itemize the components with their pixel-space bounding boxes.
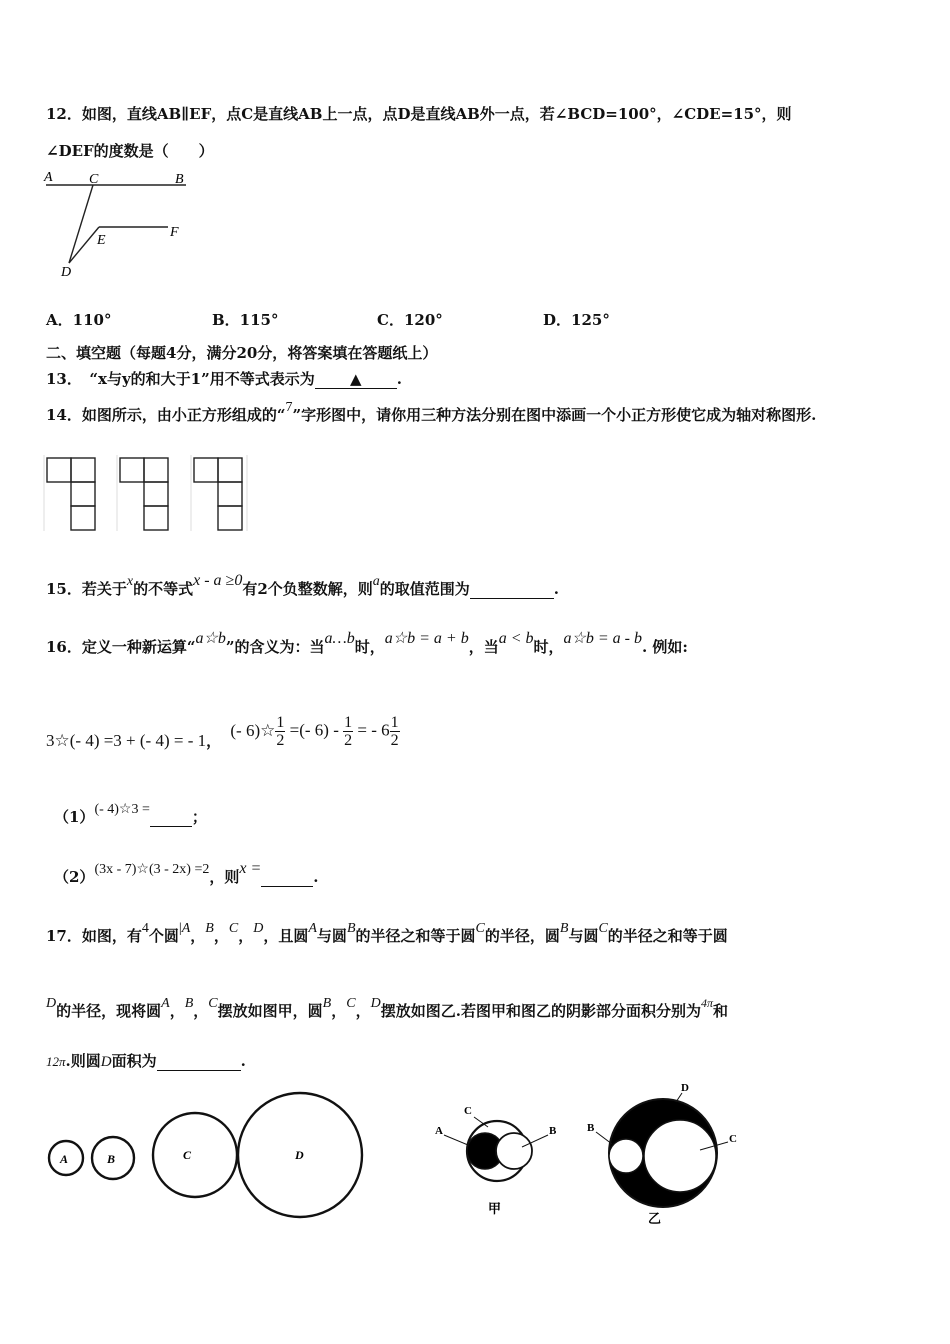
- q17-text-6: 的半径，圆: [484, 927, 560, 945]
- q15-prompt-2: 的不等式: [133, 580, 194, 598]
- q16-condition-2: a < b: [498, 630, 534, 647]
- q16-prompt-1: 16．定义一种新运算“: [46, 638, 196, 656]
- q16-condition-1: a…b: [324, 630, 355, 647]
- fraction-denominator: 2: [390, 732, 399, 749]
- q12-label-c: C: [89, 172, 99, 187]
- circle-label-b: B: [107, 1152, 116, 1166]
- q17-text-3: ，且圆: [263, 927, 309, 945]
- q17-var-a: A: [161, 996, 170, 1011]
- q17-answer-blank: [157, 1052, 241, 1071]
- circle-label-c: C: [183, 1148, 192, 1162]
- q16-prompt-5: 时，: [533, 638, 564, 656]
- q16-examples: [46, 714, 400, 749]
- q16-example-2-result: = - 6: [353, 720, 390, 740]
- q12-text-line1: 12．如图，直线AB∥EF，点C是直线AB上一点，点D是直线AB外一点，若∠BCD=100°，∠CDE=15°，则: [46, 105, 792, 123]
- q16-sub-2-then: ，则: [209, 868, 240, 886]
- q17-area-4pi: 4π: [700, 996, 713, 1010]
- q17-comma: ，: [331, 1002, 347, 1020]
- q16-sub-1-end: ；: [191, 808, 207, 826]
- circle-label-d: D: [295, 1148, 304, 1162]
- q16-prompt-3: 时，: [354, 638, 385, 656]
- q17-line3: [46, 1050, 246, 1071]
- q17-text-5: 的半径之和等于圆: [355, 927, 476, 945]
- fraction-numerator: 1: [344, 714, 353, 731]
- q16-prompt-4: ，当: [468, 638, 499, 656]
- q12-figure: [44, 168, 194, 280]
- q12-label-d: D: [61, 265, 72, 280]
- figure-yi-caption: 乙: [648, 1211, 662, 1226]
- q13-prompt: 13． “x与y的和大于1”用不等式表示为: [46, 370, 315, 388]
- q17-var-c: C: [598, 921, 608, 936]
- q13-text: [46, 368, 402, 389]
- q17-comma: ，: [238, 927, 254, 945]
- q12-option-c: C．120°: [377, 311, 443, 329]
- q12-option-d: D．125°: [543, 311, 610, 329]
- q15-answer-blank: [470, 580, 554, 599]
- q13-triangle-mark: ▲: [349, 370, 362, 388]
- figure-jia-caption: 甲: [488, 1201, 502, 1216]
- q16-prompt-6: . 例如:: [641, 638, 688, 656]
- q16-example-1: 3☆(- 4) =3 + (- 4) = - 1: [46, 730, 207, 750]
- q17-text-7: 与圆: [568, 927, 599, 945]
- q16-sub-2-end: .: [313, 868, 319, 886]
- q17-var-d: D: [253, 921, 264, 936]
- q16-sub-2-label: （2）: [54, 868, 95, 886]
- q17-text-8: 的半径之和等于圆: [607, 927, 728, 945]
- q17-text-14: 面积为: [111, 1052, 157, 1070]
- q17-var-b: B: [559, 921, 569, 936]
- q16-sub-1-expression: (- 4)☆3 =: [94, 802, 150, 817]
- fraction-denominator: 2: [276, 732, 285, 749]
- q17-var-d: D: [100, 1054, 112, 1070]
- q17-var-b: B: [322, 996, 332, 1011]
- q14-prompt-start: 14．如图所示，由小正方形组成的“: [46, 406, 286, 424]
- q16-sub-1-blank: [150, 808, 192, 827]
- q12-label-a: A: [44, 170, 53, 185]
- q16-sub-1-label: （1）: [54, 808, 95, 826]
- jia-label-c: C: [464, 1105, 472, 1117]
- q17-period: .: [240, 1052, 246, 1070]
- q17-var-c: C: [475, 921, 485, 936]
- q17-comma: ，: [193, 1002, 209, 1020]
- q15-var-x: x: [126, 574, 134, 589]
- q17-var-c: C: [228, 921, 239, 936]
- q17-text-10: 摆放如图甲，圆: [217, 1002, 323, 1020]
- q16-sub-2-expression: (3x - 7)☆(3 - 2x) =2: [94, 862, 210, 877]
- q15-period: .: [553, 580, 560, 598]
- q12-label-b: B: [175, 172, 184, 187]
- q16-fraction-half-1: [275, 714, 285, 749]
- q16-example-2-middle: =(- 6) -: [285, 720, 344, 740]
- q17-figure-jia: [430, 1095, 565, 1220]
- q17-comma: ，: [169, 1002, 185, 1020]
- q17-var-d: D: [370, 996, 381, 1011]
- q17-area-12pi: 12π: [46, 1054, 66, 1069]
- q17-line1: 17．如图，有4个圆|A，B，C，D，且圆A与圆B的半径之和等于圆C的半径，圆B与圆C的半径之和等于圆: [46, 921, 728, 945]
- q12-text-line2: ∠DEF的度数是（ ）: [46, 142, 214, 160]
- q13-answer-blank: [315, 370, 397, 389]
- fraction-denominator: 2: [344, 732, 353, 749]
- section-heading: 二、填空题（每题4分，满分20分，将答案填在答题纸上）: [46, 344, 438, 362]
- q12-option-b: B．115°: [212, 311, 279, 329]
- fraction-numerator: 1: [276, 714, 285, 731]
- fraction-numerator: 1: [390, 714, 399, 731]
- q15-prompt-4: 的取值范围为: [379, 580, 470, 598]
- q17-var-b: B: [346, 921, 356, 936]
- q17-text-12: 和: [712, 1002, 728, 1020]
- q15-prompt-3: 有2个负整数解，则: [242, 580, 373, 598]
- q16-sub-1: [54, 802, 207, 827]
- q17-text-9: 的半径，现将圆: [56, 1002, 162, 1020]
- q16-example-separator: ，: [206, 731, 222, 750]
- circle-label-a: A: [60, 1152, 69, 1166]
- q17-text-2: 个圆: [148, 927, 179, 945]
- q16-example-2-start: (- 6)☆: [230, 720, 276, 740]
- q17-text-11: 摆放如图乙.若图甲和图乙的阴影部分面积分别为: [380, 1002, 701, 1020]
- jia-label-a: A: [435, 1125, 443, 1137]
- q16-sub-2-blank: [261, 868, 313, 887]
- q16-sub-2: [54, 860, 319, 887]
- q17-text-13: .则圆: [65, 1052, 101, 1070]
- jia-label-b: B: [549, 1125, 557, 1137]
- q17-figure-yi: [578, 1080, 748, 1225]
- q12-label-f: F: [170, 225, 179, 240]
- q17-circles-figure: [44, 1095, 374, 1220]
- q12-label-e: E: [97, 233, 106, 248]
- q17-comma: ，: [213, 927, 229, 945]
- yi-label-d: D: [681, 1082, 689, 1094]
- q16-prompt-2: ”的含义为：当: [225, 638, 325, 656]
- q16-operation: a☆b: [195, 630, 226, 647]
- q17-var-c: C: [346, 996, 356, 1011]
- yi-label-b: B: [587, 1122, 595, 1134]
- q15-inequality: x - a ≥0: [193, 572, 243, 589]
- q17-number-4: 4: [141, 921, 149, 936]
- q15-text: [46, 572, 560, 599]
- q16-fraction-half-2: [343, 714, 353, 749]
- q14-seven-glyph: 7: [285, 400, 293, 415]
- q17-var-a: A: [308, 921, 317, 936]
- q14-text: [46, 400, 817, 425]
- q17-comma: ，: [190, 927, 206, 945]
- q14-grid-figures: [44, 455, 254, 531]
- q16-sub-2-var: x =: [239, 860, 262, 877]
- q17-comma: ，: [355, 1002, 371, 1020]
- q17-line2: [46, 996, 728, 1021]
- q17-var-a: A: [181, 921, 191, 936]
- q17-var-d: D: [46, 996, 57, 1011]
- q16-text: [46, 630, 688, 657]
- q17-text-1: 17．如图，有: [46, 927, 142, 945]
- q12-option-a: A．110°: [46, 311, 112, 329]
- q16-rule-1: a☆b = a + b: [384, 630, 469, 647]
- q14-prompt-end: ”字形图中，请你用三种方法分别在图中添画一个小正方形使它成为轴对称图形.: [292, 406, 817, 424]
- q17-var-b: B: [205, 921, 214, 936]
- q17-text-4: 与圆: [316, 927, 347, 945]
- yi-label-c: C: [729, 1133, 737, 1145]
- q17-var-c: C: [208, 996, 218, 1011]
- q16-fraction-half-3: [390, 714, 400, 749]
- q16-rule-2: a☆b = a - b: [563, 630, 642, 647]
- q15-prompt-1: 15．若关于: [46, 580, 127, 598]
- q17-var-b: B: [184, 996, 194, 1011]
- q13-period: .: [396, 370, 402, 388]
- q15-var-a: a: [372, 574, 380, 589]
